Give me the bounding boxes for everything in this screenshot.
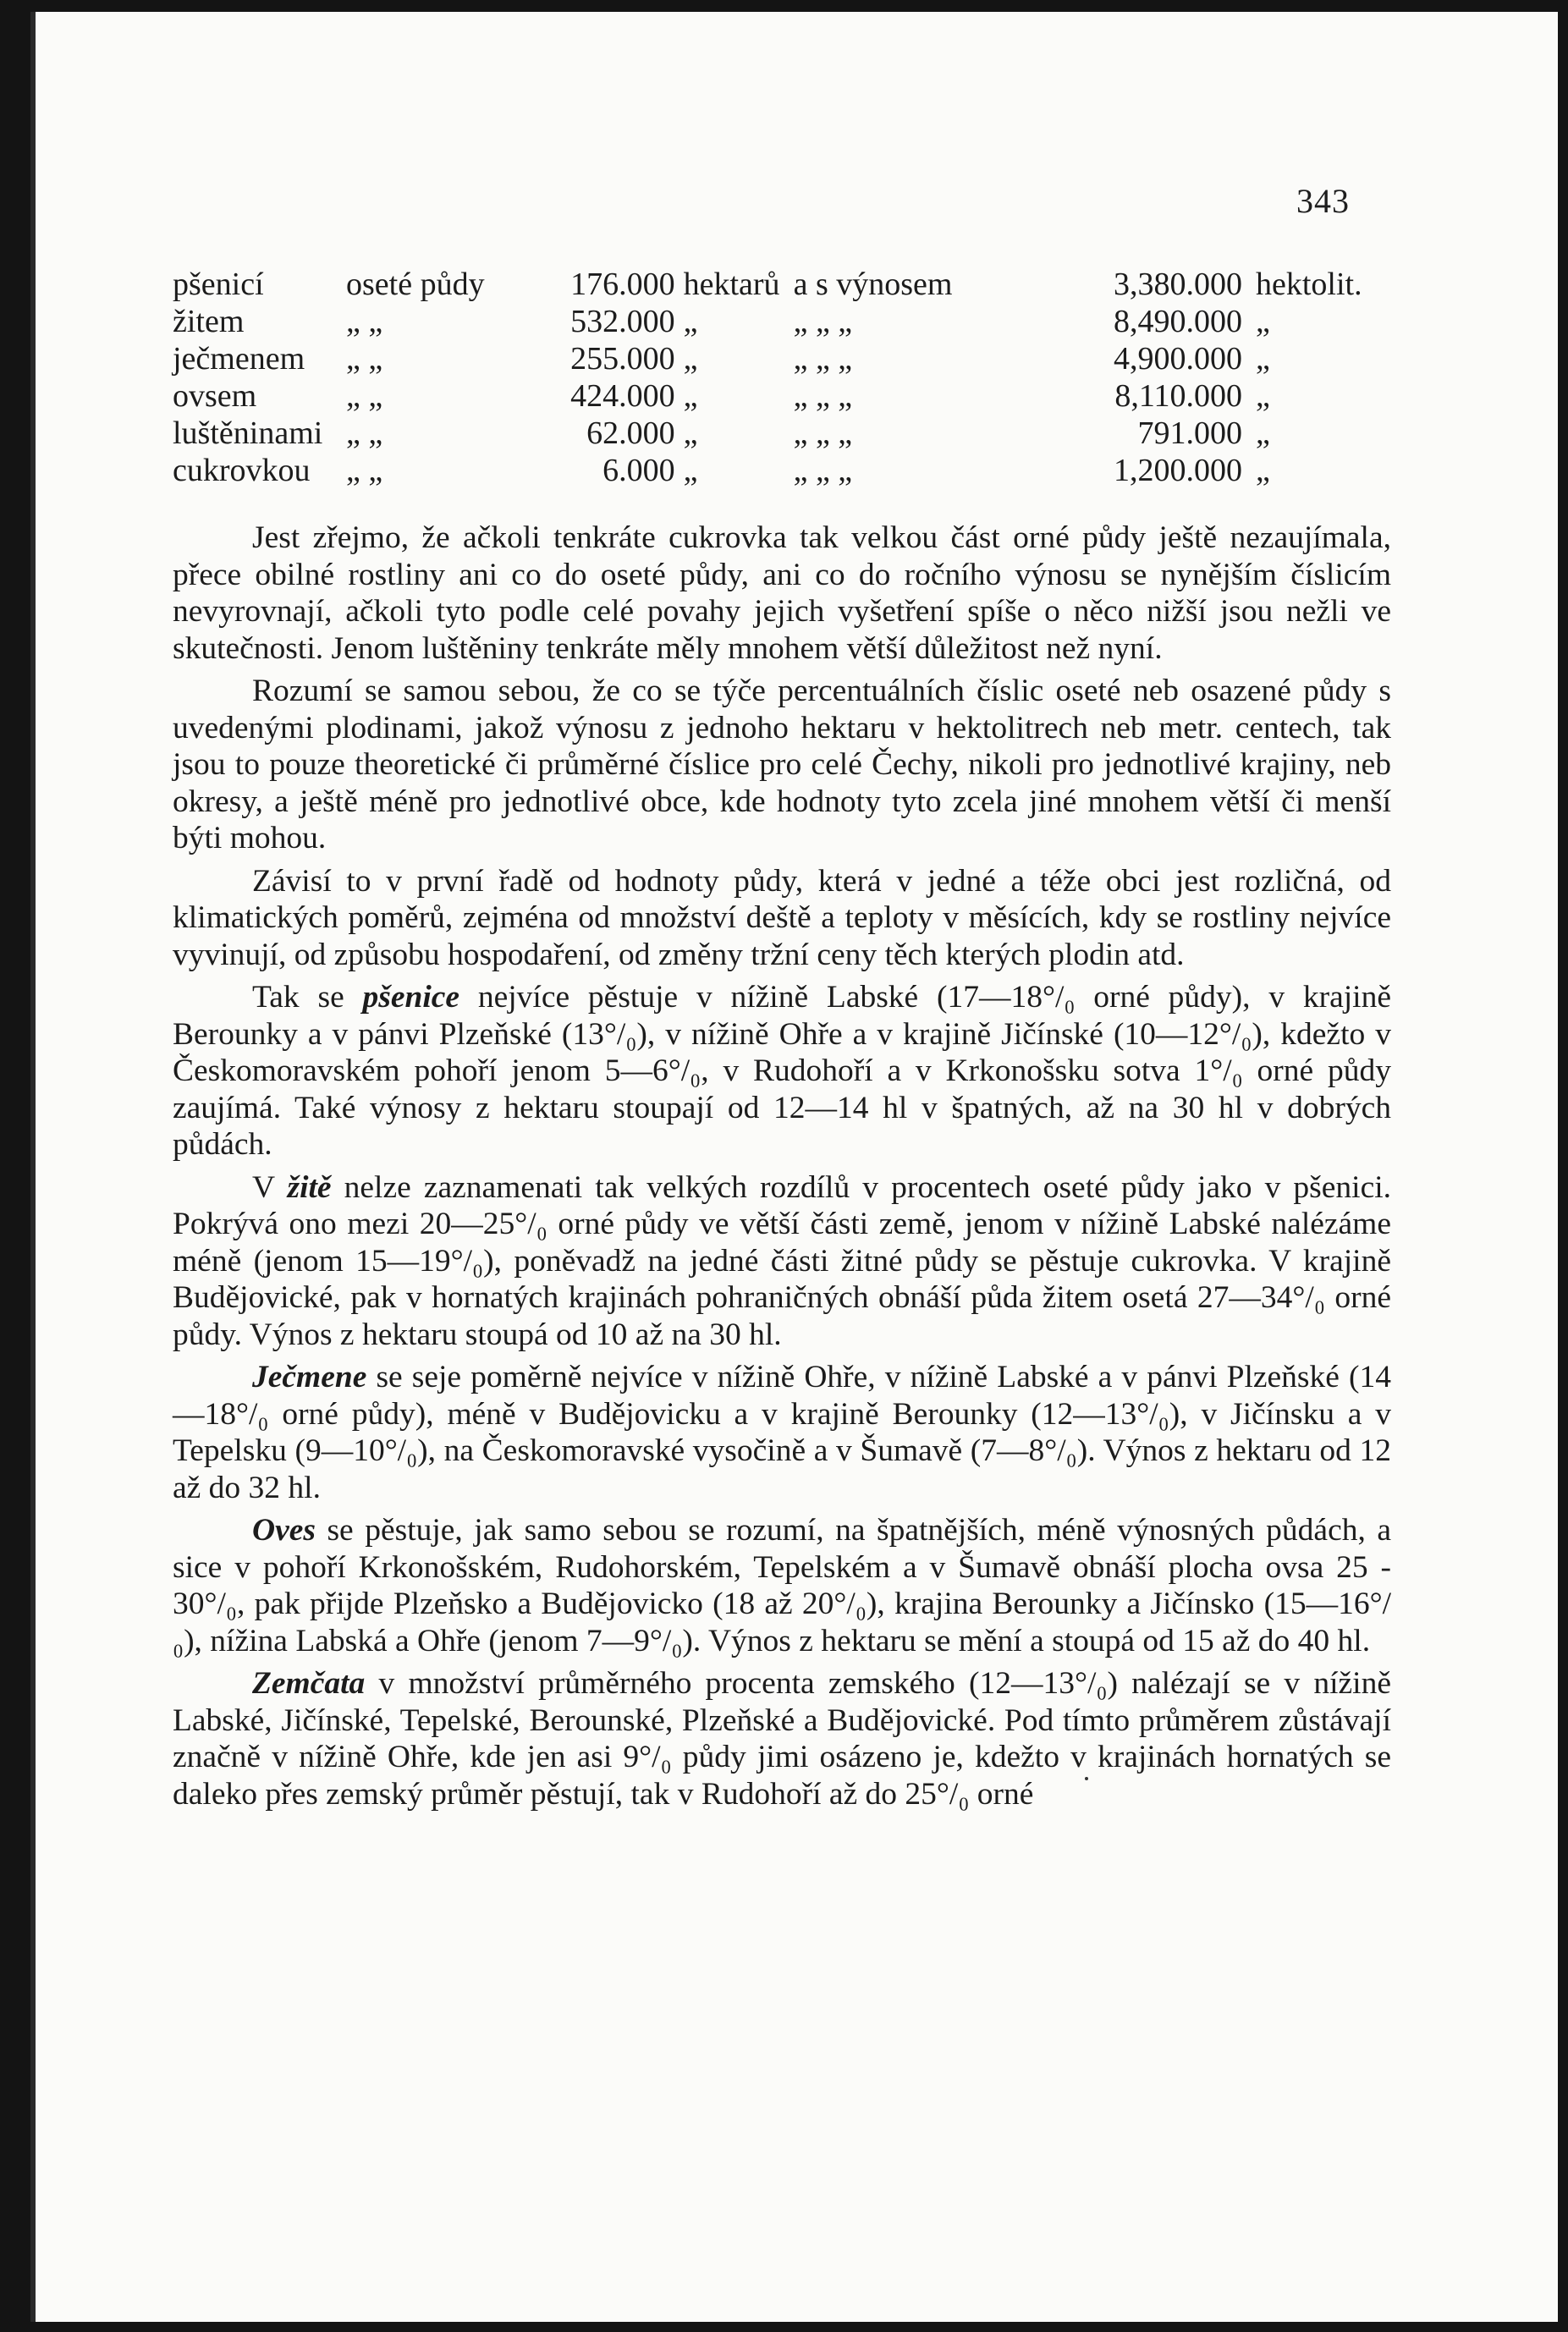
- sown-area: 532.000: [570, 304, 675, 339]
- sown-label: „ „: [346, 341, 383, 377]
- paragraph-text: se pěstuje, jak samo sebou se rozumí, na špatnějších, méně výnosných půdách, a sice v pohoří Krkonošském, Rudohorském, Tepelském a v Šumavě obnáší plocha ovsa 25 - 30°/₀, pak přijde Plzeňsko a Budějovicko (18 až 20°/₀), krajina Berounky a Jičínsko (15—16°/₀), nížina Labská a Ohře (jenom 7—9°/₀). Výnos z hektaru se mění a stoupá od 15 až do 40 hl.: [173, 1513, 1391, 1658]
- crop-name: cukrovkou: [173, 453, 311, 488]
- yield-value: 1,200.000: [1114, 453, 1242, 488]
- yield-value: 3,380.000: [1114, 267, 1242, 302]
- yield-label: „ „ „: [793, 341, 853, 377]
- yield-label: „ „ „: [793, 304, 853, 339]
- page-number: 343: [1296, 182, 1350, 220]
- crop-name: ječmenem: [173, 341, 305, 377]
- sown-area: 62.000: [586, 415, 675, 451]
- area-unit: „: [683, 415, 698, 451]
- crop-row: [173, 266, 1391, 303]
- crop-term: Zemčata: [252, 1666, 366, 1701]
- yield-label: „ „ „: [793, 415, 853, 451]
- book-page: [30, 12, 1558, 2322]
- paragraph-text: nelze zaznamenati tak velkých rozdílů v procentech oseté půdy jako v pšenici. Pokrývá ono mezi 20—25°/₀ orné půdy ve větší části země, jenom v nížině Labské nalézáme méně (jenom 15—19°/₀), poněvadž na jedné části žitné půdy se pěstuje cukrovka. V krajině Budějovické, pak v hornatých krajinách pohraničných obnáší půda žitem osetá 27—34°/₀ orné půdy. Výnos z hektaru stoupá od 10 až na 30 hl.: [173, 1169, 1392, 1352]
- crop-term: Oves: [252, 1513, 316, 1548]
- yield-unit: hektolit.: [1256, 267, 1362, 302]
- crop-row: [173, 452, 1391, 489]
- paragraph-text: Rozumí se samou sebou, že co se týče percentuálních číslic oseté neb osazené půdy s uvedenými plodinami, jakož výnosu z jednoho hektaru v hektolitrech neb metr. centech, tak jsou to pouze theoretické či průměrné číslice pro celé Čechy, nikoli pro jednotlivé krajiny, neb okresy, a ještě méně pro jednotlivé obce, kde hodnoty tyto zcela jiné mnohem větší či menší býti mohou.: [173, 674, 1391, 855]
- yield-unit: „: [1256, 378, 1270, 414]
- yield-value: 4,900.000: [1114, 341, 1242, 377]
- paragraph: [173, 1665, 1391, 1812]
- area-unit: „: [683, 304, 698, 339]
- yield-unit: „: [1256, 341, 1270, 377]
- paragraph-lead: V: [252, 1169, 288, 1205]
- crop-row: [173, 377, 1391, 415]
- crop-name: pšenicí: [173, 267, 264, 302]
- area-unit: „: [683, 341, 698, 377]
- sown-label: „ „: [346, 453, 383, 488]
- sown-label: „ „: [346, 415, 383, 451]
- sown-label: oseté půdy: [346, 267, 485, 302]
- page-body: [173, 520, 1391, 1812]
- yield-unit: „: [1256, 415, 1270, 451]
- sown-area: 424.000: [570, 378, 675, 414]
- sown-area: 176.000: [570, 267, 675, 302]
- paragraph: [173, 863, 1391, 974]
- sown-area: 255.000: [570, 341, 675, 377]
- sown-label: „ „: [346, 304, 383, 339]
- area-unit: hektarů: [683, 267, 780, 302]
- yield-label: a s výnosem: [793, 267, 953, 302]
- area-unit: „: [683, 378, 698, 414]
- crop-table: [173, 266, 1391, 489]
- sown-label: „ „: [346, 378, 383, 414]
- yield-label: „ „ „: [793, 378, 853, 414]
- yield-value: 8,110.000: [1114, 378, 1242, 414]
- ink-speck: [1085, 1777, 1088, 1780]
- crop-name: ovsem: [173, 378, 257, 414]
- crop-row: [173, 415, 1391, 452]
- paragraph: [173, 1512, 1391, 1659]
- paragraph: [173, 673, 1391, 857]
- yield-unit: „: [1256, 304, 1270, 339]
- yield-label: „ „ „: [793, 453, 853, 488]
- paragraph-text: Jest zřejmo, že ačkoli tenkráte cukrovka tak velkou část orné půdy ještě nezaujímala, přece obilné rostliny ani co do oseté půdy, ani co do ročního výnosu se nynějším číslicím nevyrovnají, ačkoli tyto podle celé povahy jejich vyšetření spíše o něco nižší jsou nežli ve skutečnosti. Jenom luštěniny tenkráte měly mnohem větší důležitost než nyní.: [173, 520, 1391, 666]
- yield-value: 8,490.000: [1114, 304, 1242, 339]
- sown-area: 6.000: [602, 453, 675, 488]
- area-unit: „: [683, 453, 698, 488]
- yield-unit: „: [1256, 453, 1270, 488]
- crop-name: luštěninami: [173, 415, 323, 451]
- paragraph-lead: Tak se: [252, 980, 363, 1015]
- paragraph-text: v množství průměrného procenta zemského (12—13°/₀) nalézají se v nížině Labské, Jičínské, Tepelské, Berounské, Plzeňské a Budějovické. Pod tímto průměrem zůstávají značně v nížině Ohře, kde jen asi 9°/₀ půdy jimi osázeno je, kdežto v krajinách hornatých se daleko přes zemský průměr pěstují, tak v Rudohoří až do 25°/₀ orné: [173, 1666, 1391, 1812]
- paragraph: [173, 520, 1391, 667]
- crop-term: pšenice: [362, 980, 460, 1015]
- paragraph-text: nejvíce pěstuje v nížině Labské (17—18°/₀ orné půdy), v krajině Berounky a v pánvi Plzeňské (13°/₀), v nížině Ohře a v krajině Jičínské (10—12°/₀), kdežto v Českomoravském pohoří jenom 5—6°/₀, v Rudohoří a v Krkonošsku sotva 1°/₀ orné půdy zaujímá. Také výnosy z hektaru stoupají od 12—14 hl v špatných, až na 30 hl v dobrých půdách.: [173, 980, 1391, 1162]
- paragraph: [173, 979, 1391, 1163]
- page-edge: [30, 12, 36, 2322]
- crop-row: [173, 340, 1391, 377]
- crop-term: žitě: [287, 1169, 332, 1205]
- paragraph: [173, 1169, 1391, 1354]
- crop-row: [173, 303, 1391, 340]
- yield-value: 791.000: [1137, 415, 1242, 451]
- crop-name: žitem: [173, 304, 245, 339]
- paragraph-text: Závisí to v první řadě od hodnoty půdy, která v jedné a téže obci jest rozličná, od klimatických poměrů, zejména od množství deště a teploty v měsících, kdy se rostliny nejvíce vyvinují, od způsobu hospodaření, od změny tržní ceny těch kterých plodin atd.: [173, 863, 1391, 972]
- crop-term: Ječmene: [252, 1360, 367, 1394]
- paragraph-text: se seje poměrně nejvíce v nížině Ohře, v nížině Labské a v pánvi Plzeňské (14—18°/₀ orné půdy), méně v Budějovicku a v krajině Berounky (12—13°/₀), v Jičínsku a v Tepelsku (9—10°/₀), na Českomoravské vysočině a v Šumavě (7—8°/₀). Výnos z hektaru od 12 až do 32 hl.: [173, 1360, 1391, 1505]
- paragraph: [173, 1359, 1391, 1506]
